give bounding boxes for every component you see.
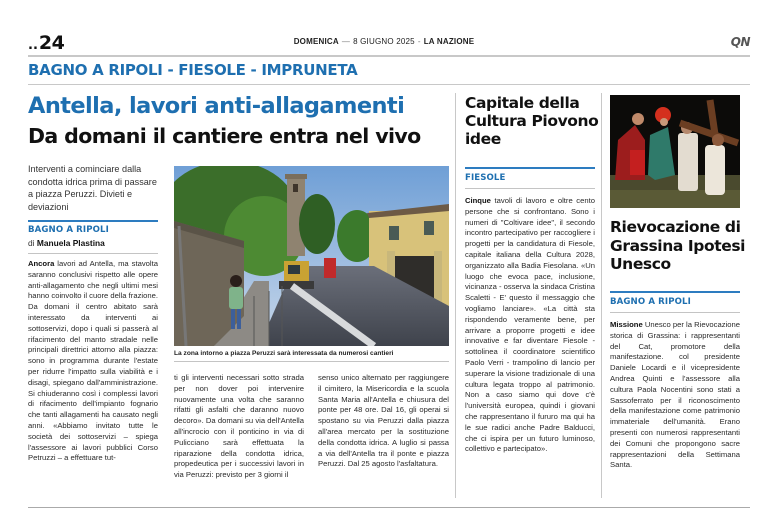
main-article-photo <box>174 166 449 346</box>
main-article-column-1 <box>28 259 158 464</box>
header-divider <box>28 55 750 57</box>
dateline <box>0 37 768 46</box>
middle-article-title: Capitale della Cultura Piovono idee <box>465 94 599 148</box>
dateline-dash-2: - <box>417 37 421 46</box>
right-article-text: Unesco per la Rievocazione storica di Grassina: i rappresentanti del Cat, promotore della manifestazione. col presidente Daniele Locardi e il vicepresidente Andrea Quinti e l'assessore alla cultura Paola Nocentini sono stati a Sassoferrato per il riconoscimento della manifestazione come patrimonio immateriale dell'umanità. Erano presenti con numerosi rappresentanti dei Comuni che propongono sacre rappresentazioni della Settimana Santa. <box>610 320 740 470</box>
column-divider-right <box>601 93 602 498</box>
main-article-title: Antella, lavori anti-allagamenti <box>28 93 405 119</box>
byline-prefix: di <box>28 238 35 248</box>
byline-author: Manuela Plastina <box>36 238 105 248</box>
main-article-column-1-text: lavori ad Antella, ma stavolta saranno conclusivi rispetto alle opere anti-allagamento che negli ultimi mesi hanno coinvolto il cuore della frazione. Da domani il centro abitato sarà interessato da interventi ai sottoservizi, dopo i quali si passerà al rifacimento del manto stradale nelle principali direttrici attorno alla piazza: sono in programma durante l'estate per ridurre l'impatto sulla viabilità e i disagi, spiegano dall'amministrazione. Si chiuderanno così i complessi lavori di rifacimento dell'impianto fognario che tanti allagamenti ha causato negli anni. «Abbiamo invitato tutte le società dei sottoservizi – spiega l'assessore ai lavori pubblici Corso Petruzzi – a effettuare tut- <box>28 259 158 463</box>
right-article-photo <box>610 95 740 208</box>
main-article-column-3: senso unico alternato per raggiungere il cimitero, la Misericordia e la scuola Santa Maria all'Antella e chiusura del ponte per 48 ore. Dal 16, gli operai si spostano su via Peruzzi dalla piazza all'area mercato per la sostituzione della condotta idrica. A luglio si passa a via dell'Antella tra il ponte e piazza Peruzzi. Dal 25 agosto l'asfaltatura. <box>318 373 449 469</box>
byline <box>28 238 105 248</box>
page-number-value: 24 <box>38 32 65 54</box>
dateline-day: DOMENICA <box>293 37 339 46</box>
middle-article-lead-word: Cinque <box>465 196 491 205</box>
column-divider-left <box>455 93 456 498</box>
right-article-body <box>610 320 740 471</box>
right-article-location: BAGNO A RIPOLI <box>610 297 691 307</box>
middle-article-body <box>465 196 595 455</box>
qn-logo: QN <box>730 35 750 49</box>
dateline-dash: — <box>341 37 351 46</box>
section-divider <box>28 84 750 85</box>
main-article-location: BAGNO A RIPOLI <box>28 225 109 235</box>
right-location-divider <box>610 312 740 313</box>
page-number-dots: .. <box>28 38 38 53</box>
footer-divider <box>28 507 750 508</box>
middle-location-divider <box>465 188 595 189</box>
dateline-newspaper: LA NAZIONE <box>423 37 475 46</box>
summary-blue-rule <box>28 220 158 222</box>
dateline-date: 8 GIUGNO 2025 <box>353 37 415 46</box>
street-construction-photo <box>174 166 449 346</box>
right-article-title: Rievocazione di Grassina Ipotesi Unesco <box>610 218 746 273</box>
main-article-summary: Interventi a cominciare dalla condotta idrica prima di passare a piazza Peruzzi. Divieti e deviazioni <box>28 164 157 212</box>
main-article-lead-word: Ancora <box>28 259 55 268</box>
main-article-subtitle: Da domani il cantiere entra nel vivo <box>28 124 421 148</box>
right-blue-rule <box>610 291 740 293</box>
middle-article-text: tavoli di lavoro e oltre cento persone che si confrontano. Sono i numeri di "Coltivare idee", il secondo incontro partecipativo per raccogliere i progetti per la candidatura di Fiesole, capitale italiana della Cultura 2028, organizzato alla Badia Fiesolana. «Un luogo che evoca pace, inclusione, vicinanza - osserva la sindaca Cristina Scaletti - E' questo il messaggio che vogliamo lanciare». «La città sta rispondendo veramente bene, per arrivare a proporre progetti e idee innovative e far diventare Fiesole - sottolinea il coordinatore scientifico Paolo Verri - trampolino di lancio per superare la visione tradizionale di una cultura legata troppo al patrimonio. Non a caso siamo qui dove c'è l'università europea, quindi i giovani che rappresentano il fururo ma qui ha le sue radici anche Padre Balducci, che ci ispira per un futuro luminoso, collettivo e partecipato». <box>465 196 595 454</box>
section-heading: BAGNO A RIPOLI - FIESOLE - IMPRUNETA <box>28 61 358 79</box>
main-article-column-2: ti gli interventi necessari sotto strada per non dover poi intervenire nuovamente una volta che saranno rifatti gli asfalti che daranno nuovo decoro». Da domani su via dell'Antella all'incrocio con il ponticino in via di Pulicciano sarà effettuata la riparazione della condotta idrica, propedeutica per i successivi lavori in via Peruzzi: previsto per 3 giorni il <box>174 373 304 480</box>
byline-divider <box>28 253 158 254</box>
middle-article-location: FIESOLE <box>465 173 506 183</box>
right-article-lead-word: Missione <box>610 320 643 329</box>
middle-blue-rule <box>465 167 595 169</box>
caption-divider <box>174 361 449 362</box>
reenactment-photo <box>610 95 740 208</box>
main-photo-caption: La zona intorno a piazza Peruzzi sarà interessata da numerosi cantieri <box>174 350 394 357</box>
